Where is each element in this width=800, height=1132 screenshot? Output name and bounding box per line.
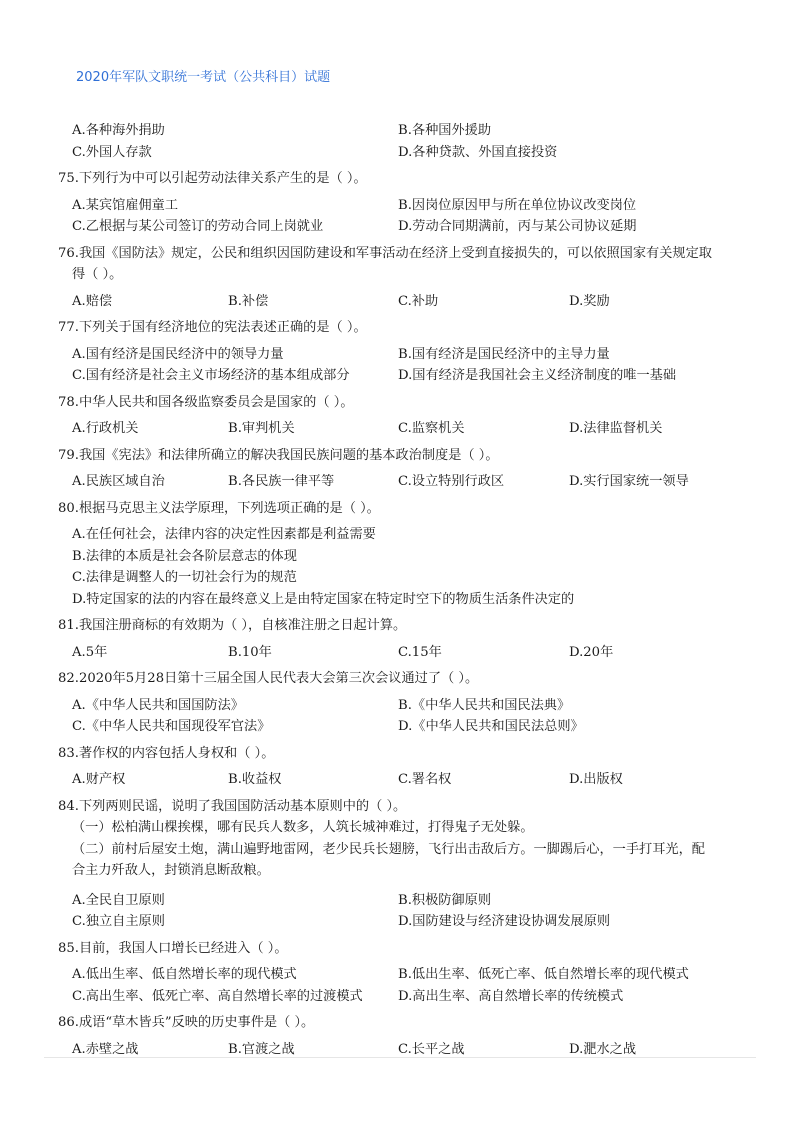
question-stem: 85.目前，我国人口增长已经进入（ ）。 xyxy=(58,940,288,956)
option-c: C.外国人存款 xyxy=(72,144,152,160)
question-list xyxy=(58,120,748,1060)
option-c: C.补助 xyxy=(398,293,439,309)
passage-line xyxy=(58,860,748,882)
option-c: C.乙根据与某公司签订的劳动合同上岗就业 xyxy=(72,219,324,234)
option-b: B.10年 xyxy=(228,644,272,660)
option-c: C.法律是调整人的一切社会行为的规范 xyxy=(72,570,297,585)
option-d: D.《中华人民共和国民法总则》 xyxy=(398,719,584,734)
option-d: D.20年 xyxy=(569,644,614,660)
option-a: A.在任何社会，法律内容的决定性因素都是利益需要 xyxy=(72,527,376,542)
option-a: A.某宾馆雇佣童工 xyxy=(72,197,179,213)
options-row xyxy=(58,890,748,912)
option-c: C.监察机关 xyxy=(398,421,465,436)
option-a: A.全民自卫原则 xyxy=(72,892,165,908)
option-a: A.财产权 xyxy=(72,772,126,787)
option-a: A.赤壁之战 xyxy=(72,1041,139,1057)
question-stem: 79.我国《宪法》和法律所确立的解决我国民族问题的基本政治制度是（ ）。 xyxy=(58,447,499,463)
options-row xyxy=(58,911,748,933)
options-row xyxy=(58,769,748,791)
option-d: D.实行国家统一领导 xyxy=(569,474,689,489)
options-row xyxy=(58,695,748,717)
option-a: A.各种海外捐助 xyxy=(72,123,165,138)
options-row xyxy=(58,716,748,738)
question-stem: 82.2020年5月28日第十三届全国人民代表大会第三次会议通过了（ ）。 xyxy=(58,671,479,686)
option-c: C.署名权 xyxy=(398,772,452,787)
options-row xyxy=(58,216,748,238)
option-b: B.各民族一律平等 xyxy=(228,474,335,489)
option-c: C.国有经济是社会主义市场经济的基本组成部分 xyxy=(72,368,350,383)
question-stem: 83.著作权的内容包括人身权和（ ）。 xyxy=(58,745,275,761)
option-d: D.国防建设与经济建设协调发展原则 xyxy=(398,914,611,929)
option-b: B.官渡之战 xyxy=(228,1041,295,1057)
options-row xyxy=(58,142,748,164)
option-c: C.独立自主原则 xyxy=(72,914,165,929)
option-a: A.民族区域自治 xyxy=(72,474,165,489)
option-a: A.《中华人民共和国国防法》 xyxy=(72,697,244,713)
options-row xyxy=(58,365,748,387)
passage-line xyxy=(58,817,748,839)
question-stem: 86.成语“草木皆兵”反映的历史事件是（ ）。 xyxy=(58,1015,315,1030)
option-b: B.各种国外援助 xyxy=(398,123,492,138)
options-row xyxy=(58,642,748,664)
option-d: D.劳动合同期满前，丙与某公司协议延期 xyxy=(398,219,637,234)
option-a: A.国有经济是国民经济中的领导力量 xyxy=(72,346,284,362)
footer-divider xyxy=(44,1057,756,1058)
passage-two: （二）前村后屋安土炮，满山遍野地雷网，老少民兵长翅膀，飞行出击敌后方。一脚踢后心，一手打耳光，配 xyxy=(72,841,705,857)
option-c: C.长平之战 xyxy=(398,1041,465,1057)
question-stem: 77.下列关于国有经济地位的宪法表述正确的是（ ）。 xyxy=(58,320,367,335)
options-row xyxy=(58,964,748,986)
option-d: D.特定国家的法的内容在最终意义上是由特定国家在特定时空下的物质生活条件决定的 xyxy=(72,591,575,607)
options-row xyxy=(58,986,748,1008)
option-c: C.《中华人民共和国现役军官法》 xyxy=(72,719,271,734)
option-b: B.因岗位原因甲与所在单位协议改变岗位 xyxy=(398,197,637,213)
options-row xyxy=(58,471,748,493)
option-b: B.收益权 xyxy=(228,772,282,787)
option-a: A.低出生率、低自然增长率的现代模式 xyxy=(72,967,297,982)
passage-two-cont: 合主力歼敌人，封锁消息断敌粮。 xyxy=(72,863,270,878)
option-a: A.赔偿 xyxy=(72,293,113,309)
option-b: B.国有经济是国民经济中的主导力量 xyxy=(398,346,610,362)
option-a: A.行政机关 xyxy=(72,421,139,436)
options-row xyxy=(58,291,748,313)
option-b: B.《中华人民共和国民法典》 xyxy=(398,697,571,713)
options-row xyxy=(58,589,748,611)
passage-one: （一）松柏满山棵挨棵，哪有民兵人数多，人筑长城神难过，打得鬼子无处躲。 xyxy=(72,820,534,835)
option-b: B.法律的本质是社会各阶层意志的体现 xyxy=(72,548,297,564)
option-d: D.法律监督机关 xyxy=(569,421,663,436)
option-d: D.高出生率、高自然增长率的传统模式 xyxy=(398,988,624,1004)
question-stem-line: 76.我国《国防法》规定，公民和组织因国防建设和军事活动在经济上受到直接损失的，可以依照国家有关规定取 xyxy=(58,245,712,261)
option-c: C.高出生率、低死亡率、高自然增长率的过渡模式 xyxy=(72,988,363,1004)
question-stem: 80.根据马克思主义法学原理，下列选项正确的是（ ）。 xyxy=(58,500,380,516)
option-d: D.国有经济是我国社会主义经济制度的唯一基础 xyxy=(398,368,677,383)
options-row xyxy=(58,344,748,366)
option-b: B.低出生率、低死亡率、低自然增长率的现代模式 xyxy=(398,967,689,982)
question-stem: 84.下列两则民谣，说明了我国国防活动基本原则中的（ ）。 xyxy=(58,798,407,814)
option-b: B.积极防御原则 xyxy=(398,892,492,908)
option-c: C.15年 xyxy=(398,644,442,660)
options-row xyxy=(58,546,748,568)
question-stem xyxy=(58,243,748,286)
option-c: C.设立特别行政区 xyxy=(398,474,505,489)
question-stem: 75.下列行为中可以引起劳动法律关系产生的是（ ）。 xyxy=(58,171,367,186)
option-d: D.出版权 xyxy=(569,772,623,787)
options-row xyxy=(58,195,748,217)
options-row xyxy=(58,524,748,546)
option-d: D.各种贷款、外国直接投资 xyxy=(398,144,558,160)
options-row xyxy=(58,418,748,440)
options-row xyxy=(58,567,748,589)
option-a: A.5年 xyxy=(72,644,108,660)
passage-line xyxy=(58,839,748,861)
option-b: B.审判机关 xyxy=(228,421,295,436)
document-header: 2020年军队文职统一考试（公共科目）试题 xyxy=(76,70,331,85)
question-stem: 81.我国注册商标的有效期为（ ），自核准注册之日起计算。 xyxy=(58,618,407,633)
option-d: D.奖励 xyxy=(569,293,610,309)
option-d: D.淝水之战 xyxy=(569,1041,637,1057)
question-stem-line: 得（ ）。 xyxy=(72,267,123,282)
option-b: B.补偿 xyxy=(228,293,269,309)
options-row xyxy=(58,120,748,142)
question-stem: 78.中华人民共和国各级监察委员会是国家的（ ）。 xyxy=(58,394,354,410)
